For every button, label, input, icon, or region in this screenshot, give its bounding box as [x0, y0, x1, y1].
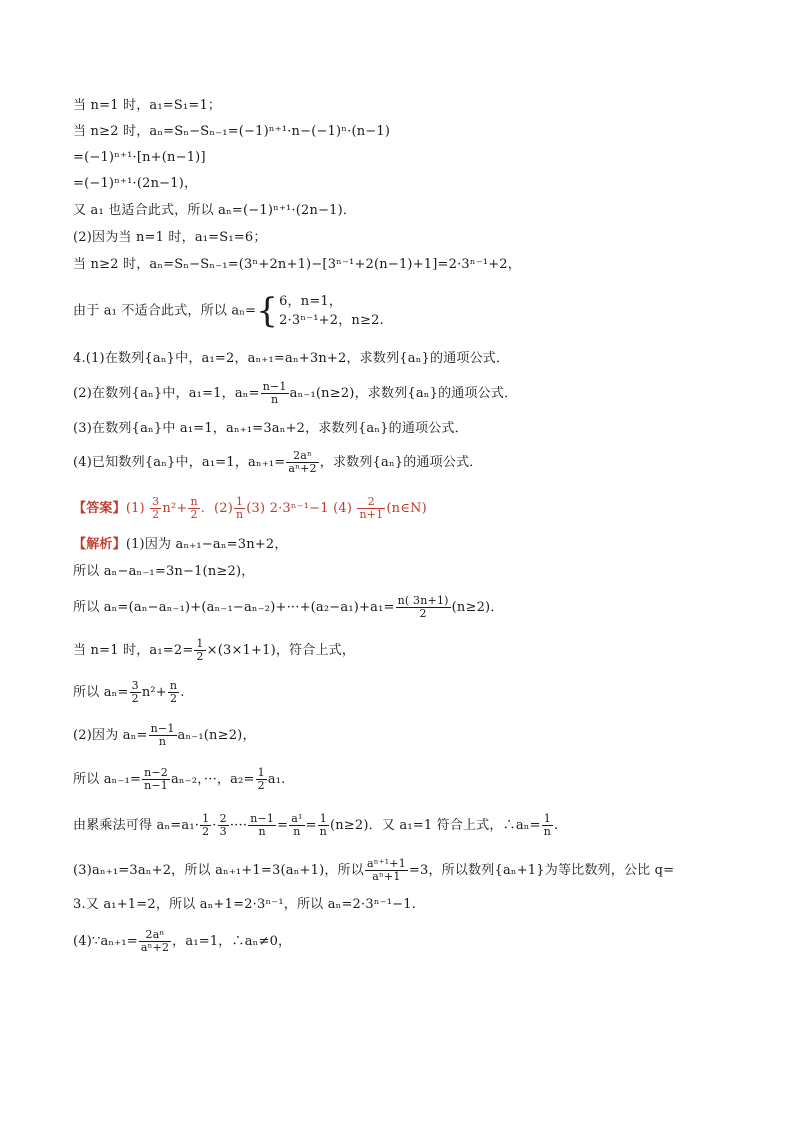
text-line — [73, 855, 723, 887]
denominator: 2 — [190, 508, 198, 521]
numerator: 3 — [152, 495, 160, 508]
answer-text: ．(2) — [200, 501, 233, 516]
denominator: 2 — [257, 779, 265, 792]
text-span: (n≥2)．又 a₁=1 符合上式，∴aₙ= — [329, 818, 541, 833]
text-span: n²+ — [141, 685, 167, 700]
numerator: n( 3n+1) — [397, 594, 449, 607]
question-3: (3)在数列{aₙ}中 a₁=1，aₙ₊₁=3aₙ+2，求数列{aₙ}的通项公式． — [73, 421, 468, 436]
answer-text: (1) — [125, 501, 150, 516]
fraction — [130, 680, 141, 705]
fraction — [365, 858, 408, 883]
case-2: 2·3ⁿ⁻¹+2，n≥2. — [279, 313, 384, 328]
denominator: 2 — [196, 650, 204, 663]
text-span: aₙ₋₁(n≥2)， — [177, 728, 256, 743]
fraction — [542, 813, 553, 838]
denominator: n — [271, 393, 279, 406]
q2-text: aₙ₋₁(n≥2)，求数列{aₙ}的通项公式． — [289, 386, 518, 401]
text-line — [73, 677, 733, 709]
text-line: 又 a₁ 也适合此式，所以 aₙ=(−1)ⁿ⁺¹·(2n−1)． — [73, 203, 357, 218]
numerator: 1 — [234, 496, 245, 509]
question-4 — [73, 447, 733, 479]
denominator: n — [319, 825, 327, 838]
text-line: =(−1)ⁿ⁺¹·(2n−1)， — [73, 176, 198, 191]
fraction — [142, 767, 170, 792]
numerator: 2 — [219, 812, 227, 825]
denominator: 2 — [169, 692, 178, 705]
fraction — [150, 496, 161, 521]
answer-line — [73, 493, 733, 525]
fraction — [248, 813, 276, 838]
piecewise-cases — [279, 292, 384, 330]
text-line — [73, 926, 733, 958]
denominator: aⁿ+2 — [140, 941, 170, 954]
fraction — [234, 496, 245, 521]
text-span: (2)因为 aₙ= — [73, 728, 148, 743]
text-line — [73, 635, 733, 667]
answer-content — [125, 495, 427, 521]
numerator: 1 — [257, 766, 265, 779]
fraction — [357, 496, 385, 521]
numerator: 3 — [131, 679, 139, 692]
numerator: 1 — [318, 813, 329, 826]
text-span: = — [277, 818, 289, 833]
text-span: aₙ₋₂，···，a₂= — [170, 772, 255, 787]
answer-text: (3) 2·3ⁿ⁻¹−1 (4) — [246, 501, 357, 516]
text-line: 当 n≥2 时，aₙ=Sₙ−Sₙ₋₁=(−1)ⁿ⁺¹·n−(−1)ⁿ·(n−1) — [73, 124, 391, 139]
numerator: n−1 — [262, 380, 287, 393]
numerator: n — [169, 679, 178, 692]
text-line: 当 n=1 时，a₁=S₁=1； — [73, 98, 222, 113]
text-span: (3)aₙ₊₁=3aₙ+2，所以 aₙ₊₁+1=3(aₙ+1)，所以 — [73, 863, 364, 878]
fraction — [194, 638, 205, 663]
text-line: 3.又 a₁+1=2，所以 aₙ+1=2·3ⁿ⁻¹，所以 aₙ=2·3ⁿ⁻¹−1. — [73, 897, 417, 912]
question-1: 4.(1)在数列{aₙ}中，a₁=2，aₙ₊₁=aₙ+3n+2，求数列{aₙ}的通项公式． — [73, 351, 510, 366]
numerator: 2aⁿ — [139, 929, 171, 942]
denominator: 2 — [202, 825, 210, 838]
piecewise-prefix: 由于 a₁ 不适合此式，所以 aₙ= — [73, 303, 257, 319]
fraction — [200, 813, 211, 838]
text-span: ×(3×1+1)，符合上式， — [206, 643, 356, 658]
fraction — [168, 680, 179, 705]
fraction — [289, 813, 304, 838]
numerator: aⁿ⁺¹+1 — [366, 857, 406, 870]
solution-line — [73, 535, 733, 555]
fraction — [139, 929, 171, 954]
numerator: n−1 — [150, 722, 175, 735]
denominator: n — [235, 508, 244, 521]
fraction — [286, 450, 318, 475]
fraction — [188, 496, 199, 521]
solution-tag: 【解析】 — [73, 537, 126, 552]
denominator: aⁿ+2 — [288, 462, 317, 475]
denominator: n−1 — [144, 779, 168, 792]
text-span: . — [180, 685, 185, 700]
fraction — [396, 595, 451, 620]
denominator: n — [293, 825, 301, 838]
text-span: 所以 aₙ=(aₙ−aₙ₋₁)+(aₙ₋₁−aₙ₋₂)+···+(a₂−a₁)+a₁= — [73, 600, 395, 615]
text-span: ···· — [229, 818, 248, 833]
answer-text: n²+ — [162, 501, 188, 516]
numerator: 2aⁿ — [286, 450, 318, 463]
numerator: 1 — [202, 812, 210, 825]
text-span: 所以 aₙ₋₁= — [73, 772, 142, 787]
numerator: a¹ — [291, 812, 303, 825]
answer-tag: 【答案】 — [73, 501, 126, 516]
numerator: n — [190, 495, 198, 508]
text-span: ，a₁=1，∴aₙ≠0， — [172, 934, 292, 949]
fraction — [256, 767, 267, 792]
numerator: 2 — [357, 496, 385, 509]
text-span: 由累乘法可得 aₙ=a₁· — [73, 818, 200, 833]
fraction — [261, 381, 289, 406]
text-line — [73, 592, 733, 624]
text-span: (n≥2)． — [451, 600, 504, 615]
denominator: 2 — [152, 508, 160, 521]
text-span: 当 n=1 时，a₁=2= — [73, 643, 194, 658]
numerator: n−2 — [144, 766, 168, 779]
solution-text: (1)因为 aₙ₊₁−aₙ=3n+2， — [125, 537, 288, 552]
fraction — [149, 723, 177, 748]
text-span: 所以 aₙ= — [73, 685, 129, 700]
text-span: =3，所以数列{aₙ+1}为等比数列，公比 q= — [408, 863, 675, 878]
text-span: (4)∵aₙ₊₁= — [73, 934, 138, 949]
fraction — [318, 813, 329, 838]
denominator: 2 — [131, 692, 139, 705]
q4-text: ，求数列{aₙ}的通项公式． — [319, 455, 483, 470]
text-line: 所以 aₙ−aₙ₋₁=3n−1(n≥2)， — [73, 564, 255, 579]
denominator: n — [543, 825, 551, 838]
text-span: = — [305, 818, 317, 833]
numerator: n−1 — [250, 812, 275, 825]
denominator: n — [258, 825, 266, 838]
piecewise-line — [73, 292, 733, 330]
denominator: 2 — [419, 607, 427, 620]
denominator: aⁿ+1 — [372, 870, 401, 883]
text-line — [73, 764, 733, 796]
text-line — [73, 810, 733, 842]
text-span: · — [212, 818, 217, 833]
q4-text: (4)已知数列{aₙ}中，a₁=1，aₙ₊₁= — [73, 455, 286, 470]
text-line: (2)因为当 n=1 时，a₁=S₁=6； — [73, 230, 267, 245]
text-line — [73, 720, 733, 752]
text-span: . — [554, 818, 559, 833]
denominator: n — [158, 735, 167, 748]
text-line: =(−1)ⁿ⁺¹·[n+(n−1)] — [73, 150, 206, 165]
question-2 — [73, 378, 733, 410]
q2-text: (2)在数列{aₙ}中，a₁=1，aₙ= — [73, 386, 260, 401]
numerator: 1 — [542, 813, 553, 826]
brace-icon: { — [256, 291, 279, 331]
denominator: 3 — [219, 825, 227, 838]
case-1: 6，n=1， — [279, 294, 343, 309]
answer-text: (n∈N) — [386, 501, 427, 516]
text-span: a₁. — [267, 772, 286, 787]
numerator: 1 — [196, 637, 204, 650]
denominator: n+1 — [359, 508, 384, 521]
text-line: 当 n≥2 时，aₙ=Sₙ−Sₙ₋₁=(3ⁿ+2n+1)−[3ⁿ⁻¹+2(n−1)+1]=2·3ⁿ⁻¹+2， — [73, 257, 521, 272]
fraction — [218, 813, 229, 838]
